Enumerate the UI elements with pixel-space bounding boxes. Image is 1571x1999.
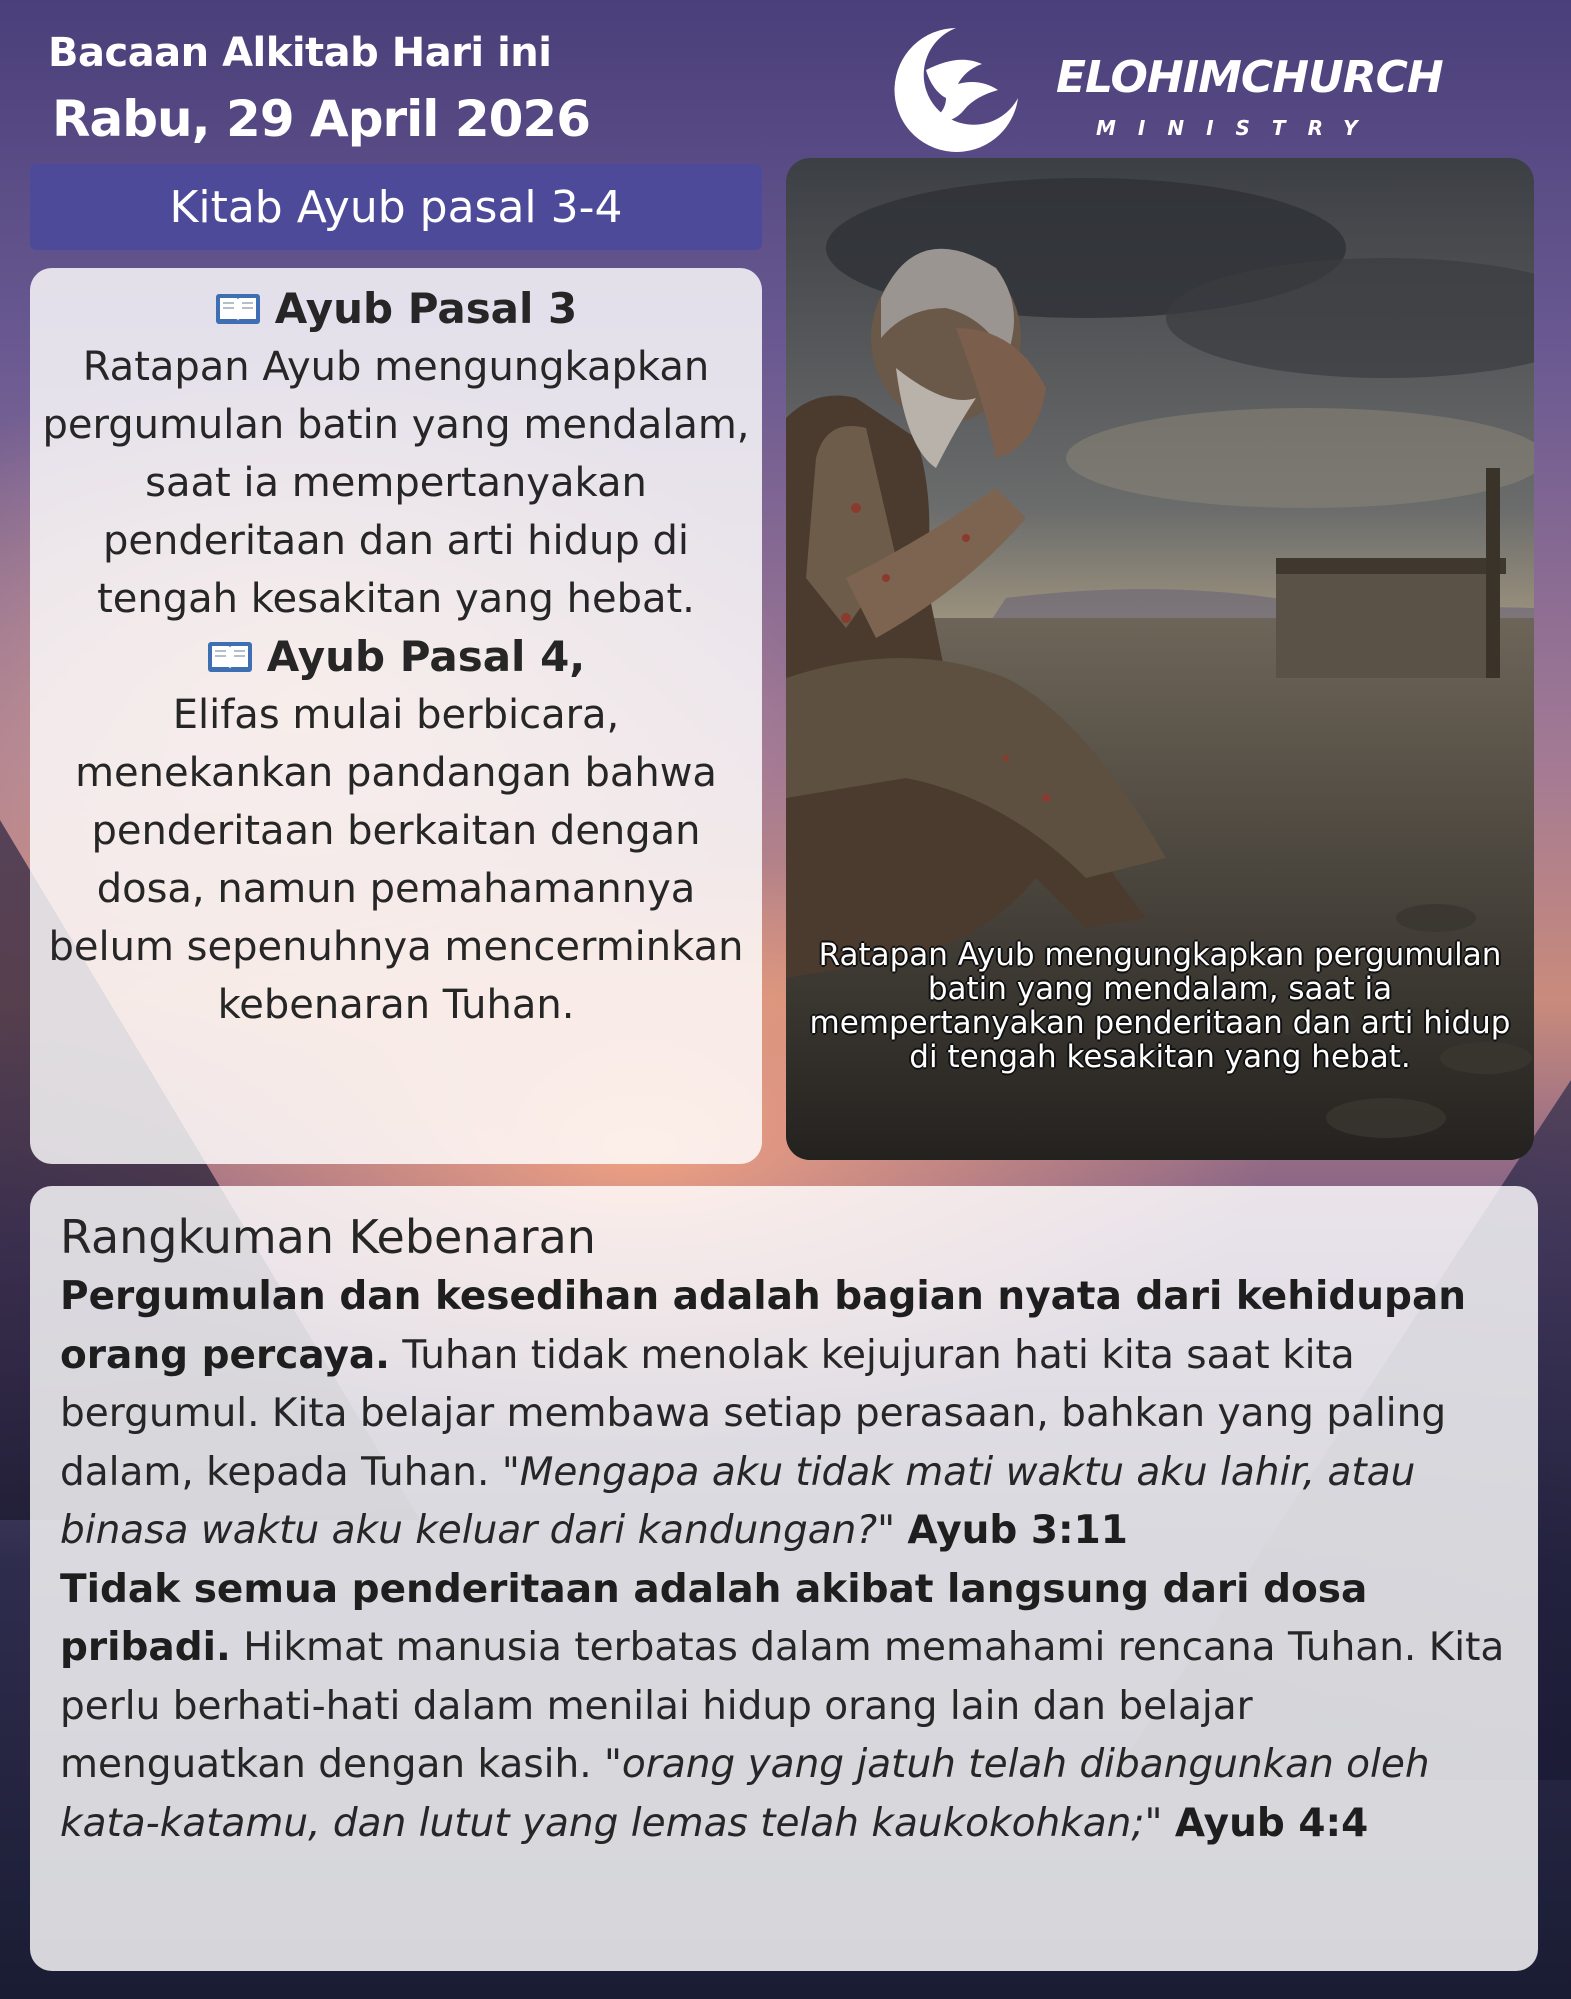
- chapter-title-text: Ayub Pasal 4,: [266, 632, 586, 681]
- chapter-text: Ratapan Ayub mengungkapkan pergumulan batin yang mendalam, saat ia mempertanyakan penderitaan dan arti hidup di tengah kesakitan yang hebat.: [42, 344, 750, 622]
- truth-summary-card: [30, 1186, 1538, 1971]
- header-date: Rabu, 29 April 2026: [52, 90, 591, 148]
- chapter-text: Elifas mulai berbicara, menekankan pandangan bahwa penderitaan berkaitan dengan dosa, namun pemahamannya belum sepenuhnya mencerminkan kebenaran Tuhan.: [48, 692, 744, 1028]
- truth-title: Rangkuman Kebenaran: [60, 1210, 596, 1264]
- truth-paragraph-2: [60, 1561, 1508, 1854]
- verse-quote-1: Mengapa aku tidak mati waktu aku lahir, atau binasa waktu aku keluar dari kandungan?: [60, 1449, 1416, 1553]
- open-book-icon: [207, 640, 253, 674]
- verse-quote-2: orang yang jatuh telah dibangunkan oleh kata-katamu, dan lutut yang lemas telah kaukokohkan;: [60, 1742, 1430, 1846]
- logo-name: ELOHIMCHURCH: [1056, 52, 1443, 103]
- verse-ref-2: Ayub 4:4: [1174, 1800, 1369, 1846]
- book-banner: Kitab Ayub pasal 3-4: [30, 164, 762, 250]
- logo-sub: MINISTRY: [1096, 116, 1380, 140]
- truth-point-1: Pergumulan dan kesedihan adalah bagian nyata dari kehidupan orang percaya.: [60, 1274, 1467, 1378]
- header-subtitle: Bacaan Alkitab Hari ini: [48, 30, 552, 76]
- truth-point-2: Tidak semua penderitaan adalah akibat langsung dari dosa pribadi.: [60, 1566, 1368, 1670]
- open-book-icon: [215, 292, 261, 326]
- chapter-title: [30, 280, 762, 338]
- quote-close-1: ": [877, 1508, 908, 1553]
- verse-ref-1: Ayub 3:11: [907, 1508, 1128, 1553]
- dove-moon-icon: [886, 20, 1026, 160]
- church-logo: [886, 20, 1466, 160]
- chapter-title: [30, 628, 762, 686]
- chapter-title-text: Ayub Pasal 3: [274, 284, 578, 333]
- truth-paragraph-1: [60, 1268, 1508, 1561]
- chapter-4-section: [30, 628, 762, 1034]
- chapter-3-section: [30, 268, 762, 628]
- quote-close-2: ": [1144, 1800, 1175, 1846]
- truth-text-1: Tuhan tidak menolak kejujuran hati kita saat kita bergumul. Kita belajar membawa setiap perasaan, bahkan yang paling dalam, kepada Tuhan. ": [60, 1332, 1447, 1495]
- job-mourning-photo: [786, 158, 1534, 1160]
- photo-caption: Ratapan Ayub mengungkapkan pergumulan batin yang mendalam, saat ia mempertanyakan penderitaan dan arti hidup di tengah kesakitan yang hebat.: [809, 937, 1511, 1075]
- truth-text-2: Hikmat manusia terbatas dalam memahami rencana Tuhan. Kita perlu berhati-hati dalam menilai hidup orang lain dan belajar menguatkan dengan kasih. ": [60, 1625, 1505, 1787]
- chapter-summary-card: [30, 268, 762, 1164]
